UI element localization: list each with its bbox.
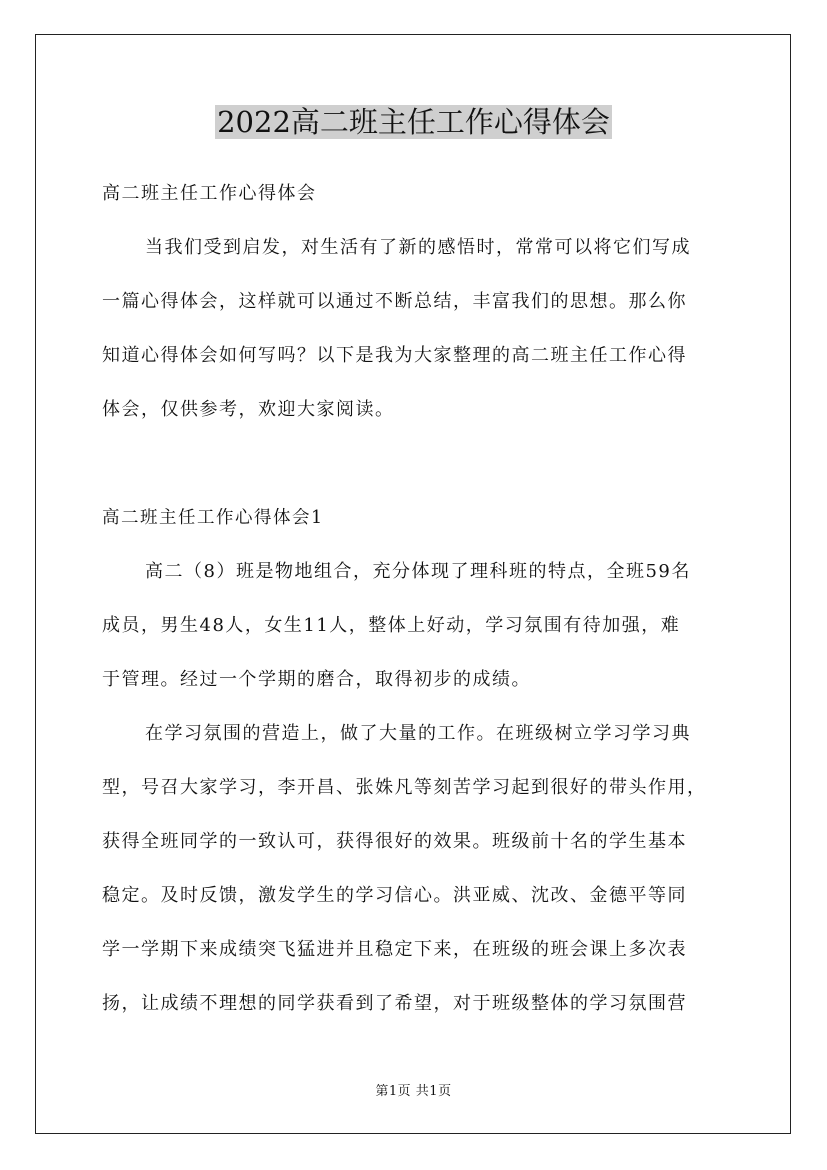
subtitle: 高二班主任工作心得体会 [102,183,317,204]
intro-line-1: 当我们受到启发，对生活有了新的感悟时，常常可以将它们写成 [145,237,691,258]
intro-line-4: 体会，仅供参考，欢迎大家阅读。 [102,399,395,420]
paragraph2-line-1: 在学习氛围的营造上，做了大量的工作。在班级树立学习学习典 [145,723,691,744]
paragraph1-line-1: 高二（8）班是物地组合，充分体现了理科班的特点，全班59名 [145,561,691,582]
paragraph-gap [102,442,738,496]
document-body [102,172,738,1036]
paragraph1-line-2: 成员，男生48人，女生11人，整体上好动，学习氛围有待加强，难 [102,615,681,636]
paragraph1-line-3: 于管理。经过一个学期的磨合，取得初步的成绩。 [102,669,531,690]
section-heading: 高二班主任工作心得体会1 [102,508,324,528]
intro-line-2: 一篇心得体会，这样就可以通过不断总结，丰富我们的思想。那么你 [102,291,687,312]
intro-line-3: 知道心得体会如何写吗？以下是我为大家整理的高二班主任工作心得 [102,345,687,366]
paragraph2-line-3: 获得全班同学的一致认可，获得很好的效果。班级前十名的学生基本 [102,831,687,852]
paragraph2-line-6: 扬，让成绩不理想的同学获看到了希望，对于班级整体的学习氛围营 [102,993,687,1014]
paragraph2-line-2: 型，号召大家学习，李开昌、张姝凡等刻苦学习起到很好的带头作用， [102,777,707,798]
paragraph2-line-4: 稳定。及时反馈，激发学生的学习信心。洪亚威、沈改、金德平等同 [102,885,687,906]
title-text: 2022高二班主任工作心得体会 [217,105,610,139]
document-title [0,100,827,144]
paragraph2-line-5: 学一学期下来成绩突飞猛进并且稳定下来，在班级的班会课上多次表 [102,939,687,960]
page-footer: 第1页 共1页 [375,1084,452,1099]
